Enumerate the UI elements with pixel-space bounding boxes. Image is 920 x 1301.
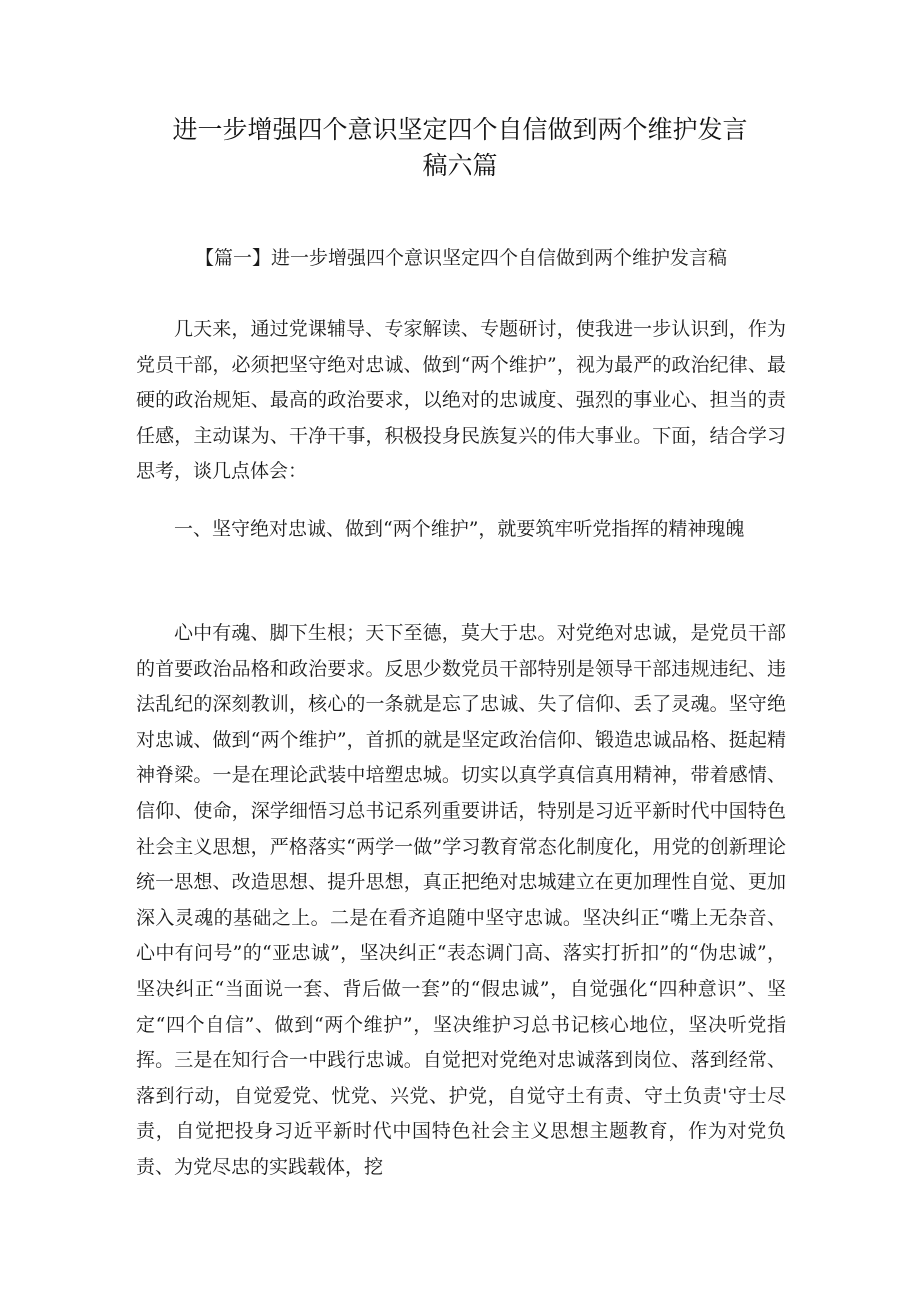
title-line-1: 进一步增强四个意识坚定四个自信做到两个维护发言 bbox=[172, 115, 748, 144]
document-title bbox=[140, 112, 780, 184]
intro-paragraph: 几天来，通过党课辅导、专家解读、专题研讨，使我进一步认识到，作为党员干部，必须把坚守绝对忠诚、做到“两个维护”，视为最严的政治纪律、最硬的政治规矩、最高的政治要求，以绝对的忠诚度、强烈的事业心、担当的责任感，主动谋为、干净干事，积极投身民族复兴的伟大事业。下面，结合学习思考，谈几点体会： bbox=[136, 318, 786, 483]
subheading-1: 一、坚守绝对忠诚、做到“两个维护”，就要筑牢听党指挥的精神瑰魄 bbox=[174, 518, 745, 540]
title-line-2: 稿六篇 bbox=[422, 151, 498, 180]
body-paragraph: 心中有魂、脚下生根；天下至德，莫大于忠。对党绝对忠诚，是党员干部的首要政治品格和政治要求。反思少数党员干部特别是领导干部违规违纪、违法乱纪的深刻教训，核心的一条就是忘了忠诚、失了信仰、丢了灵魂。坚守绝对忠诚、做到“两个维护”，首抓的就是坚定政治信仰、锻造忠诚品格、挺起精神脊梁。一是在理论武装中培塑忠城。切实以真学真信真用精神，带着感情、信仰、使命，深学细悟习总书记系列重要讲话，特别是习近平新时代中国特色社会主义思想，严格落实“两学一做”学习教育常态化制度化，用党的创新理论统一思想、改造思想、提升思想，真正把绝对忠城建立在更加理性自觉、更加深入灵魂的基础之上。二是在看齐追随中坚守忠诚。坚决纠正“嘴上无杂音、心中有问号”的“亚忠诚”，坚决纠正“表态调门高、落实打折扣”的“伪忠诚”，坚决纠正“当面说一套、背后做一套”的“假忠诚”，自觉强化“四种意识”、坚定“四个自信”、做到“两个维护”，坚决维护习总书记核心地位，坚决听党指挥。三是在知行合一中践行忠诚。自觉把对党绝对忠诚落到岗位、落到经常、落到行动，自觉爱党、忧党、兴党、护党，自觉守土有责、守土负责'守士尽责，自觉把投身习近平新时代中国特色社会主义思想主题教育，作为对党负责、为党尽忠的实践载体，挖 bbox=[136, 622, 786, 1178]
section-heading: 【篇一】进一步增强四个意识坚定四个自信做到两个维护发言稿 bbox=[194, 247, 727, 269]
